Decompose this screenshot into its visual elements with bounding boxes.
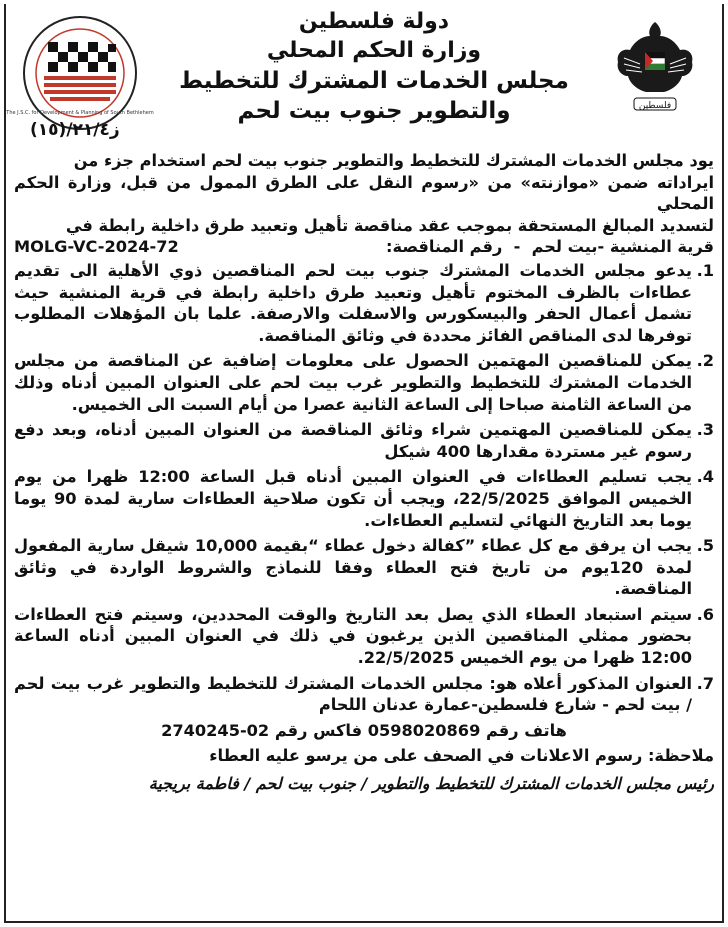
item-number: 6. bbox=[696, 604, 714, 624]
item-number: 5. bbox=[696, 536, 714, 556]
item-text: يمكن للمناقصين المهتمين الحصول على معلومات إضافية عن المناقصة من مجلس الخدمات المشترك للتخطيط والتطوير غرب بيت لحم على العنوان المبين أدناه وذلك من الساعة الثامنة صباحا إلى الساعة الثانية عصرا من أيام السبت الى الخميس. bbox=[14, 351, 692, 414]
list-item bbox=[14, 260, 714, 346]
ministry-name: وزارة الحكم المحلي bbox=[266, 38, 482, 63]
checker-pattern bbox=[48, 42, 116, 72]
list-item bbox=[14, 604, 714, 669]
council-name-line1: مجلس الخدمات المشترك للتخطيط bbox=[179, 68, 569, 94]
state-name: دولة فلسطين bbox=[298, 9, 450, 34]
item-text: يجب ان يرفق مع كل عطاء ”كفالة دخول عطاء “بقيمة 10,000 شيقل سارية المفعول لمدة 120يوم من تاريخ فتح العطاء وفقا للنماذج والشروط الواردة في وثائق المناقصة. bbox=[14, 536, 692, 599]
tender-number: MOLG-VC-2024-72 bbox=[14, 237, 179, 257]
item-text: يدعو مجلس الخدمات المشترك جنوب بيت لحم المناقصين ذوي الأهلية الى تقديم عطاءات بالظرف المختوم تأهيل وتعبيد طرق داخلية رابطة في قرية المنشية حيث تشمل أعمال الحفر والبيسكورس والاسفلت والارصفة. علما بان المؤهلات المطلوب توفرها لدى المناقص الفائز محددة في وثائق المناقصة. bbox=[14, 260, 692, 345]
list-item bbox=[14, 419, 714, 462]
item-text: يجب تسليم العطاءات في العنوان المبين أدناه قبل الساعة 12:00 ظهرا من يوم الخميس الموافق 22/5/2025، ويجب أن تكون صلاحية العطاءات سارية لمدة 90 يوما يوما بعد التاريخ النهائي لتسليم العطاءات. bbox=[14, 467, 692, 530]
logo-stripes bbox=[44, 76, 116, 101]
item-number: 4. bbox=[696, 467, 714, 487]
council-name-line2: والتطوير جنوب بيت لحم bbox=[237, 98, 511, 124]
council-logo bbox=[6, 14, 154, 132]
intro-line: يود مجلس الخدمات المشترك للتخطيط والتطوير جنوب بيت لحم استخدام جزء من bbox=[73, 151, 714, 170]
intro-line: لتسديد المبالغ المستحقة بموجب عقد مناقصة تأهيل وتعبيد طرق داخلية رابطة في bbox=[65, 215, 714, 235]
tender-number-line: قرية المنشية -بيت لحم - رقم المناقصة: MOLG-VC-2024-72 bbox=[14, 237, 714, 257]
item-number: 7. bbox=[696, 673, 714, 693]
item-number: 1. bbox=[696, 260, 714, 280]
signature-line: رئيس مجلس الخدمات المشترك للتخطيط والتطوير / جنوب بيت لحم / فاطمة بريجية bbox=[148, 774, 714, 794]
frame-left-border bbox=[4, 4, 6, 923]
item-number: 3. bbox=[696, 420, 714, 440]
list-item bbox=[14, 535, 714, 600]
letterhead bbox=[150, 8, 598, 126]
item-text: سيتم استبعاد العطاء الذي يصل بعد التاريخ والوقت المحددين، وسيتم فتح العطاءات بحضور ممثلي المناقصين الذين يرغبون في ذلك في العنوان المبين أدناه الساعة 12:00 ظهرا من يوم الخميس 22/5/2025. bbox=[14, 604, 692, 668]
project-location: قرية المنشية -بيت لحم bbox=[531, 237, 714, 257]
fees-note: ملاحظة: رسوم الاعلانات في الصحف على من يرسو عليه العطاء bbox=[209, 746, 714, 766]
publication-reference: ز٢١/٤/(١٥) bbox=[30, 120, 120, 140]
intro-line: ايراداته ضمن «موازنته» من «رسوم النقل على الطرق الممول من قبل، وزارة الحكم المحلي bbox=[14, 172, 714, 214]
emblem-caption: فلسطين bbox=[638, 101, 672, 111]
intro-paragraph bbox=[14, 150, 714, 258]
logo-caption: The J.S.C. for Development & Planning of South Bethlehem bbox=[6, 110, 154, 116]
frame-bottom-border bbox=[4, 921, 724, 923]
emblem-shield bbox=[645, 52, 665, 70]
list-item bbox=[14, 350, 714, 415]
list-item bbox=[14, 466, 714, 531]
tender-number-label: رقم المناقصة: bbox=[386, 237, 503, 257]
item-text: العنوان المذكور أعلاه هو: مجلس الخدمات المشترك للتخطيط والتطوير غرب بيت لحم / بيت لحم - شارع فلسطين-عمارة عدنان اللحام bbox=[14, 673, 692, 715]
frame-right-border bbox=[722, 4, 724, 923]
conditions-list bbox=[14, 260, 714, 716]
announcement-body bbox=[14, 150, 714, 795]
item-text: يمكن للمناقصين المهتمين شراء وثائق المناقصة من العنوان المبين أدناه، وبعد دفع رسوم غير مستردة مقدارها 400 شيكل bbox=[14, 420, 692, 461]
item-number: 2. bbox=[696, 351, 714, 371]
contact-numbers: هاتف رقم 0598020869 فاكس رقم 02-2740245 bbox=[161, 720, 567, 740]
palestine-emblem bbox=[612, 18, 698, 114]
list-item bbox=[14, 673, 714, 716]
